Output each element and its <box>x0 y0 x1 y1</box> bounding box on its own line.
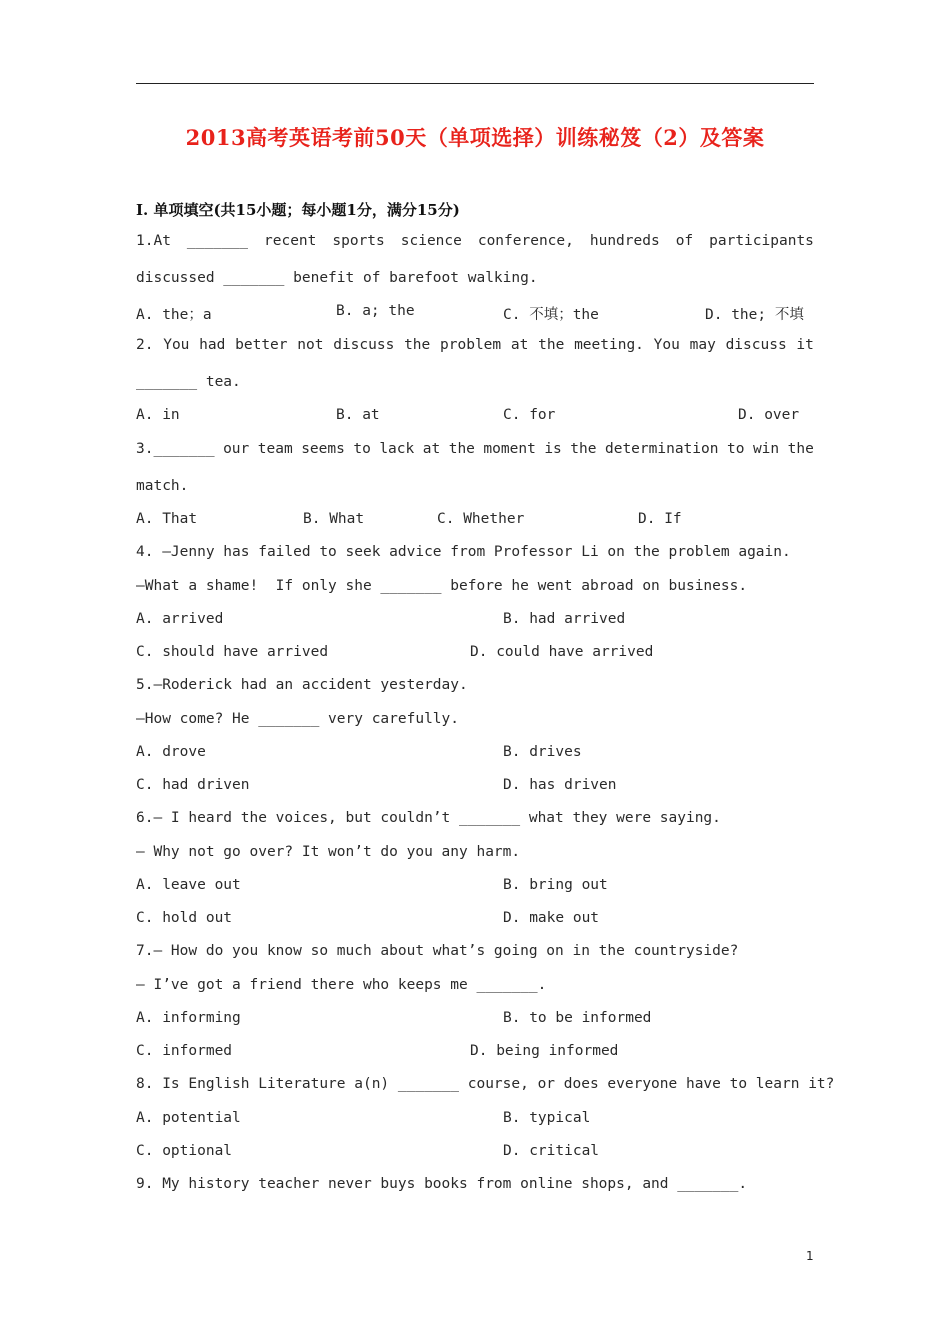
question-3-option-a: A. That <box>136 511 198 527</box>
stem-word: win <box>752 441 780 457</box>
stem-word: is <box>544 441 562 457</box>
question-5-option-c: C. had driven <box>136 777 250 793</box>
question-9-line-1: 9. My history teacher never buys books from online shops, and _______. <box>136 1176 748 1192</box>
stem-word: You <box>163 337 190 353</box>
question-3-stem-cont: match. <box>136 478 189 494</box>
stem-word: to <box>726 441 745 457</box>
stem-word: team <box>257 441 293 457</box>
question-3-option-c: C. Whether <box>437 511 525 527</box>
stem-word: the <box>404 337 431 353</box>
question-2-option-a: A. in <box>136 407 180 423</box>
question-3-stem <box>136 441 814 457</box>
question-6-line-2: — Why not go over? It won’t do you any harm. <box>136 844 521 860</box>
stem-word: discuss <box>333 337 395 353</box>
stem-word: the <box>538 337 565 353</box>
question-7-option-d: D. being informed <box>470 1043 619 1059</box>
stem-word: lack <box>379 441 415 457</box>
stem-word: not <box>297 337 324 353</box>
stem-word: hundreds <box>589 233 660 249</box>
question-1-option-d: D. the; 不填 <box>705 307 804 323</box>
stem-word: at <box>510 337 529 353</box>
stem-word: science <box>400 233 462 249</box>
question-2-stem <box>136 337 814 353</box>
stem-word: had <box>199 337 226 353</box>
stem-word: sports <box>332 233 385 249</box>
question-1-option-a: A. the；a <box>136 307 212 323</box>
stem-word: at <box>422 441 441 457</box>
stem-word: the <box>448 441 475 457</box>
stem-word: to <box>353 441 371 457</box>
question-1-option-b: B. a; the <box>336 303 415 319</box>
question-1-stem <box>136 233 814 249</box>
stem-word: conference, <box>477 233 574 249</box>
stem-word: our <box>223 441 250 457</box>
question-4-line-1: 4. —Jenny has failed to seek advice from Professor Li on the problem again. <box>136 544 791 560</box>
question-2-stem-cont: _______ tea. <box>136 374 241 390</box>
question-4-line-2: —What a shame! If only she _______ before he went abroad on business. <box>136 578 748 594</box>
header-rule <box>136 83 814 84</box>
question-8-line-1: 8. Is English Literature a(n) _______ course, or does everyone have to learn it? <box>136 1076 835 1092</box>
stem-word: better <box>235 337 288 353</box>
question-1-option-c: C. 不填；the <box>503 307 599 323</box>
question-8-option-a: A. potential <box>136 1110 241 1126</box>
stem-word: 2. <box>136 337 154 353</box>
question-5-line-1: 5.—Roderick had an accident yesterday. <box>136 677 468 693</box>
section-heading: Ⅰ. 单项填空(共15小题；每小题1分，满分15分) <box>136 201 460 219</box>
question-5-option-b: B. drives <box>503 744 582 760</box>
question-6-option-a: A. leave out <box>136 877 241 893</box>
question-1-stem-cont: discussed _______ benefit of barefoot walking. <box>136 270 538 286</box>
question-8-option-c: C. optional <box>136 1143 233 1159</box>
question-4-option-d: D. could have arrived <box>470 644 654 660</box>
question-8-option-b: B. typical <box>503 1110 591 1126</box>
stem-word: seems <box>301 441 345 457</box>
stem-word: may <box>689 337 716 353</box>
question-3-option-d: D. If <box>638 511 682 527</box>
question-4-option-b: B. had arrived <box>503 611 626 627</box>
question-6-line-1: 6.— I heard the voices, but couldn’t _______ what they were saying. <box>136 810 721 826</box>
question-2-option-b: B. at <box>336 407 380 423</box>
stem-word: moment <box>483 441 536 457</box>
stem-word: determination <box>604 441 719 457</box>
stem-word: discuss <box>725 337 787 353</box>
stem-word: the <box>570 441 597 457</box>
question-5-line-2: —How come? He _______ very carefully. <box>136 711 460 727</box>
stem-word: 3._______ <box>136 441 215 457</box>
question-6-option-b: B. bring out <box>503 877 608 893</box>
question-7-option-b: B. to be informed <box>503 1010 652 1026</box>
stem-word: recent <box>264 233 317 249</box>
question-7-line-2: — I’ve got a friend there who keeps me _______. <box>136 977 547 993</box>
question-2-option-c: C. for <box>503 407 556 423</box>
stem-word: the <box>787 441 814 457</box>
stem-word: meeting. <box>574 337 644 353</box>
question-5-option-d: D. has driven <box>503 777 617 793</box>
question-7-option-c: C. informed <box>136 1043 233 1059</box>
stem-word: You <box>653 337 680 353</box>
question-6-option-c: C. hold out <box>136 910 233 926</box>
stem-word: participants <box>709 233 814 249</box>
question-4-option-a: A. arrived <box>136 611 224 627</box>
question-3-option-b: B. What <box>303 511 365 527</box>
question-5-option-a: A. drove <box>136 744 206 760</box>
question-8-option-d: D. critical <box>503 1143 600 1159</box>
stem-word: problem <box>440 337 502 353</box>
page-title: 2013高考英语考前50天（单项选择）训练秘笈（2）及答案 <box>185 125 765 150</box>
stem-word: of <box>675 233 694 249</box>
stem-word: 1.At <box>136 233 171 249</box>
question-6-option-d: D. make out <box>503 910 600 926</box>
page-number: 1 <box>806 1249 814 1263</box>
question-2-option-d: D. over <box>738 407 800 423</box>
question-4-option-c: C. should have arrived <box>136 644 329 660</box>
stem-word: _______ <box>186 233 249 249</box>
question-7-option-a: A. informing <box>136 1010 241 1026</box>
question-7-line-1: 7.— How do you know so much about what’s going on in the countryside? <box>136 943 739 959</box>
stem-word: it <box>796 337 814 353</box>
